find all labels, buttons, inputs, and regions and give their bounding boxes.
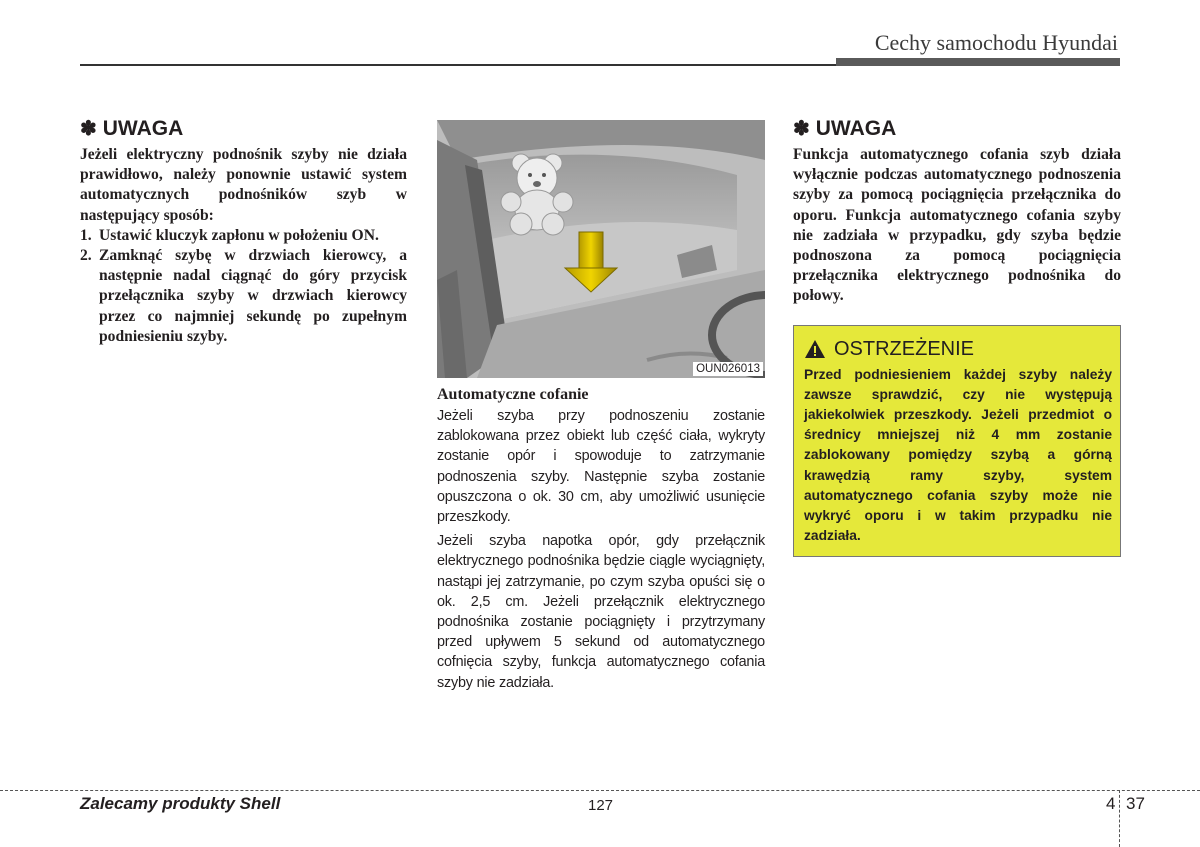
car-window-drawing (437, 120, 765, 378)
note-asterisk-icon: ✽ (80, 118, 97, 140)
note-asterisk-icon: ✽ (793, 118, 810, 140)
list-item: 2. Zamknąć szybę w drzwiach kierowcy, a następnie nadal ciągnąć do góry przycisk przełącznika szyby w drzwiach kierowcy przez co najmniej sekundę po zupełnym podniesieniu szyby. (80, 247, 407, 345)
footer-rule (0, 790, 1200, 791)
right-column (793, 116, 1121, 557)
left-note-heading (80, 116, 407, 141)
header-title: Cechy samochodu Hyundai (874, 30, 1118, 55)
list-item: 1. Ustawić kluczyk zapłonu w położeniu ON. (80, 226, 379, 244)
right-note-text: Funkcja automatycznego cofania szyb działa wyłącznie podczas automatycznego podnoszenia szyby za pomocą pociągnięcia przełącznika do oporu. Funkcja automatycznego cofania szyby nie zadziała w przypadku, gdy szyba będzie podnoszona za pomocą pociągnięcia przełącznika elektrycznego podnośnika do połowy. (793, 146, 1121, 305)
left-note-steps (80, 226, 407, 347)
left-column (80, 116, 407, 347)
footer-divider (1119, 790, 1120, 847)
body-paragraph: Jeżeli szyba napotka opór, gdy przełącznik elektrycznego podnośnika będzie ciągle wyciągnięty, nastąpi jej zatrzymanie, po czym szyba opuści się o ok. 2,5 cm. Jeżeli przełącznik elektrycznego podnośnika zostanie pociągnięty i przytrzymany przed upływem 5 sekund od automatycznego cofnięcia szyby, funkcja automatycznego cofania szyby nie zadziała. (437, 533, 765, 691)
warning-text: Przed podniesieniem każdej szyby należy zawsze sprawdzić, czy nie występują jakiekolwiek przeszkody. Jeżeli przedmiot o średnicy mniejszej niż 4 mm zostanie zablokowany pomiędzy szybą a górną krawędzią ramy szyby, system automatycznego cofania szyby może nie wykryć oporu i w takim przypadku nie zadziała. (804, 366, 1112, 544)
left-note-intro: Jeżeli elektryczny podnośnik szyby nie działa prawidłowo, należy ponownie ustawić system automatycznych podnośników szyb w następujący sposób: (80, 146, 407, 224)
right-note-heading (793, 116, 1121, 141)
window-illustration (437, 120, 765, 378)
footer-page-number: 37 (1126, 794, 1145, 813)
middle-column (437, 120, 765, 697)
footer-slogan: Zalecamy produkty Shell (80, 794, 281, 813)
warning-title: OSTRZEŻENIE (834, 337, 975, 360)
figure-code: OUN026013 (693, 362, 763, 376)
footer-chapter-number: 4 (1106, 794, 1116, 813)
left-note-title: UWAGA (102, 116, 184, 140)
footer-sheet-number: 127 (588, 797, 614, 814)
warning-box (793, 325, 1121, 558)
header-tab-bar (836, 58, 1120, 66)
body-paragraph: Jeżeli szyba przy podnoszeniu zostanie zablokowana przez obiekt lub część ciała, wykryty zostanie opór i spowoduje to zatrzymanie podnoszenia szyby. Następnie szyba zostanie opuszczona o ok. 30 cm, aby umożliwić usunięcie przeszkody. (437, 408, 765, 526)
warning-heading (804, 338, 1112, 361)
warning-triangle-icon (804, 339, 826, 359)
right-note-title: UWAGA (815, 116, 897, 140)
section-heading: Automatyczne cofanie (437, 386, 589, 403)
